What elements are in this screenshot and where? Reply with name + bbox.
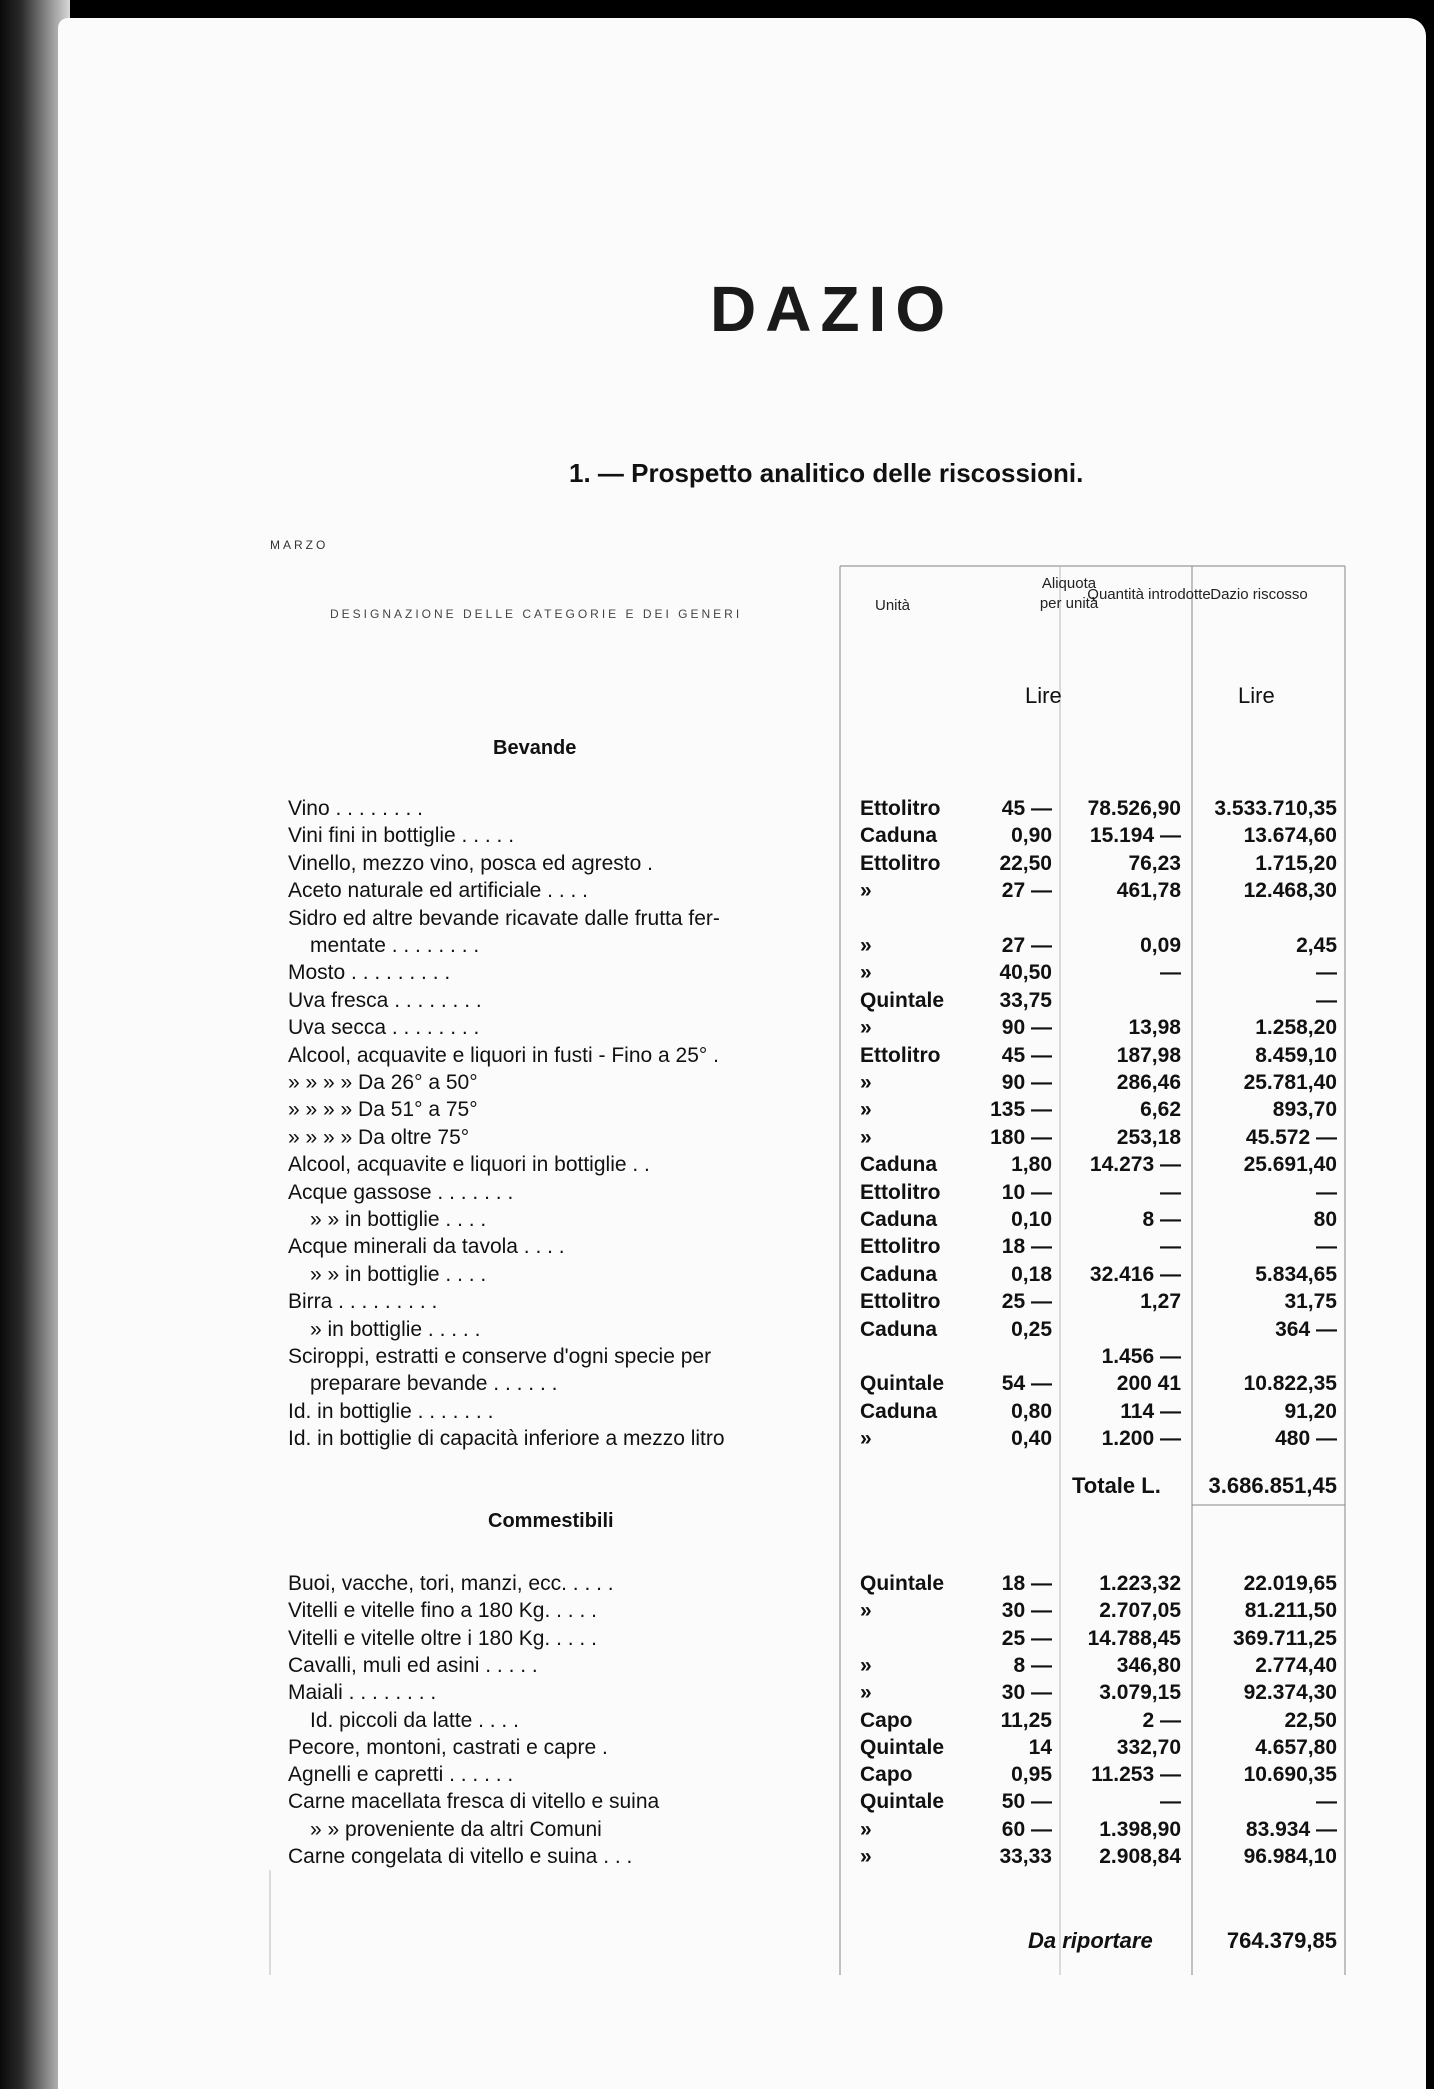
row-unit: » [860, 1599, 872, 1623]
table-row [0, 1042, 1434, 1069]
row-duty: — [1316, 1180, 1337, 1204]
row-rate: 180 — [990, 1125, 1052, 1149]
row-quantity: — [1160, 961, 1181, 985]
row-unit: Caduna [860, 1317, 938, 1341]
row-duty: — [1316, 1235, 1337, 1259]
column-header-unit: Unità [875, 597, 911, 614]
row-unit: Ettolitro [860, 1290, 941, 1314]
row-unit: » [860, 1817, 872, 1841]
row-duty: 10.822,35 [1243, 1372, 1337, 1396]
table-row [0, 1679, 1434, 1706]
row-unit: Quintale [860, 1372, 945, 1396]
table-row [0, 1096, 1434, 1123]
row-duty: — [1316, 988, 1337, 1012]
table-row [0, 1816, 1434, 1843]
row-unit: Quintale [860, 988, 945, 1012]
row-quantity: 78.526,90 [1087, 797, 1181, 820]
row-description: Vitelli e vitelle oltre i 180 Kg. . . . . [288, 1626, 597, 1650]
row-rate: 0,90 [1011, 824, 1052, 848]
row-description: Cavalli, muli ed asini . . . . . [288, 1653, 538, 1677]
row-quantity: 346,80 [1116, 1653, 1181, 1677]
row-unit: » [860, 934, 872, 957]
row-duty: — [1316, 961, 1337, 985]
row-duty: 83.934 — [1245, 1817, 1337, 1841]
row-quantity: 1.398,90 [1099, 1817, 1181, 1841]
table-row [0, 1625, 1434, 1652]
row-quantity: 200 41 [1116, 1372, 1181, 1396]
row-duty: 10.690,35 [1243, 1763, 1337, 1787]
row-rate: 50 — [1001, 1790, 1052, 1814]
row-duty: 3.533.710,35 [1214, 797, 1337, 820]
row-description: Vini fini in bottiglie . . . . . [288, 824, 515, 848]
row-quantity: 187,98 [1116, 1043, 1181, 1067]
column-header-rate: Aliquota per unità [1039, 575, 1099, 612]
row-rate: 8 — [1013, 1653, 1052, 1677]
row-unit: Caduna [860, 1399, 938, 1423]
table-row [0, 987, 1434, 1014]
row-quantity: 2 — [1142, 1708, 1181, 1732]
row-quantity: 13,98 [1128, 1016, 1181, 1040]
row-duty: 893,70 [1272, 1098, 1337, 1122]
row-description: Agnelli e capretti . . . . . . [288, 1763, 514, 1787]
row-quantity: — [1160, 1235, 1181, 1259]
month-label: MARZO [270, 538, 329, 552]
row-rate: 30 — [1001, 1681, 1052, 1705]
row-rate: 135 — [990, 1098, 1052, 1122]
row-description: » » » » Da 26° a 50° [288, 1071, 478, 1094]
row-rate: 22,50 [999, 851, 1052, 875]
row-quantity: 14.273 — [1089, 1153, 1181, 1177]
row-unit: Caduna [860, 1262, 938, 1286]
row-duty: 2,45 [1296, 934, 1337, 957]
row-rate: 90 — [1001, 1071, 1052, 1094]
row-unit: » [860, 961, 872, 985]
row-unit: Ettolitro [860, 1180, 941, 1204]
row-duty: 480 — [1275, 1427, 1337, 1451]
row-quantity: 2.908,84 [1099, 1845, 1181, 1868]
row-description: Acque gassose . . . . . . . [288, 1180, 514, 1204]
row-rate: 1,80 [1011, 1153, 1052, 1177]
row-unit: » [860, 1071, 872, 1094]
row-unit: Quintale [860, 1735, 945, 1759]
table-row [0, 1069, 1434, 1096]
table-row [0, 1233, 1434, 1260]
row-unit: » [860, 1427, 872, 1451]
row-duty: 45.572 — [1245, 1125, 1337, 1149]
row-rate: 45 — [1001, 797, 1052, 820]
row-rate: 45 — [1001, 1043, 1052, 1067]
row-rate: 30 — [1001, 1599, 1052, 1623]
table-row [0, 932, 1434, 959]
table-row [0, 1761, 1434, 1788]
row-duty: 22,50 [1284, 1708, 1337, 1732]
row-duty: 5.834,65 [1255, 1262, 1337, 1286]
row-unit: » [860, 879, 872, 903]
row-duty: 91,20 [1284, 1399, 1337, 1423]
row-quantity: 3.079,15 [1099, 1681, 1181, 1705]
table-row [0, 1788, 1434, 1815]
row-description: Vino . . . . . . . . [288, 797, 424, 820]
row-quantity: 1.223,32 [1099, 1572, 1181, 1595]
page-title: DAZIO [710, 273, 955, 345]
row-quantity: 6,62 [1140, 1098, 1181, 1122]
row-unit: Caduna [860, 824, 938, 848]
row-quantity: 1.456 — [1101, 1345, 1181, 1368]
row-duty: 31,75 [1284, 1290, 1337, 1314]
row-duty: 1.715,20 [1255, 851, 1337, 875]
row-description: Buoi, vacche, tori, manzi, ecc. . . . . [288, 1572, 614, 1595]
row-description: » » in bottiglie . . . . [310, 1262, 487, 1286]
row-description: preparare bevande . . . . . . [310, 1372, 558, 1396]
row-quantity: 253,18 [1116, 1125, 1181, 1149]
row-quantity: 1,27 [1140, 1290, 1181, 1314]
row-duty: 96.984,10 [1243, 1845, 1337, 1868]
row-description: mentate . . . . . . . . [310, 934, 480, 957]
row-rate: 10 — [1001, 1180, 1052, 1204]
row-unit: Ettolitro [860, 1235, 941, 1259]
row-rate: 0,95 [1011, 1763, 1052, 1787]
row-description: Acque minerali da tavola . . . . [288, 1235, 565, 1259]
table-row [0, 822, 1434, 849]
row-rate: 90 — [1001, 1016, 1052, 1040]
table-row [0, 1288, 1434, 1315]
row-quantity: 32.416 — [1089, 1262, 1181, 1286]
row-description: Carne macellata fresca di vitello e suina [288, 1790, 660, 1814]
row-unit: Capo [860, 1708, 913, 1732]
row-rate: 0,18 [1011, 1262, 1052, 1286]
row-unit: Quintale [860, 1790, 945, 1814]
row-unit: Capo [860, 1763, 913, 1787]
row-unit: Caduna [860, 1208, 938, 1231]
row-rate: 33,75 [999, 988, 1052, 1012]
table-row [0, 1014, 1434, 1041]
row-duty: 8.459,10 [1255, 1043, 1337, 1067]
row-duty: 80 [1313, 1208, 1337, 1231]
table-row [0, 1179, 1434, 1206]
row-description: Uva fresca . . . . . . . . [288, 988, 482, 1012]
row-quantity: 286,46 [1116, 1071, 1181, 1094]
table-row [0, 1652, 1434, 1679]
page-subtitle: 1. — Prospetto analitico delle riscossioni. [569, 458, 1084, 488]
table-row [0, 1370, 1434, 1397]
row-description: Maiali . . . . . . . . [288, 1681, 437, 1705]
row-rate: 0,80 [1011, 1399, 1052, 1423]
table-row [0, 850, 1434, 877]
row-rate: 33,33 [999, 1845, 1052, 1868]
table-row [0, 1206, 1434, 1233]
table-row [0, 1151, 1434, 1178]
row-description: » » in bottiglie . . . . [310, 1208, 487, 1231]
total-value: 3.686.851,45 [1208, 1473, 1337, 1498]
row-description: Mosto . . . . . . . . . [288, 961, 451, 985]
row-rate: 25 — [1001, 1626, 1052, 1650]
row-quantity: 11.253 — [1091, 1763, 1181, 1787]
row-unit: » [860, 1098, 872, 1122]
row-rate: 0,10 [1011, 1208, 1052, 1231]
table-row [0, 1707, 1434, 1734]
row-rate: 60 — [1001, 1817, 1052, 1841]
table-row [0, 1398, 1434, 1425]
row-description: » » proveniente da altri Comuni [310, 1817, 602, 1841]
section-title-commestibili: Commestibili [488, 1510, 614, 1532]
row-unit: » [860, 1016, 872, 1040]
row-description: » » » » Da oltre 75° [288, 1125, 470, 1149]
row-duty: 13.674,60 [1243, 824, 1337, 848]
row-duty: 1.258,20 [1255, 1016, 1337, 1040]
row-rate: 18 — [1001, 1235, 1052, 1259]
row-quantity: 14.788,45 [1087, 1626, 1181, 1650]
table-row [0, 1316, 1434, 1343]
row-description: Birra . . . . . . . . . [288, 1290, 438, 1314]
row-duty: 369.711,25 [1233, 1626, 1337, 1650]
row-duty: 81.211,50 [1244, 1599, 1337, 1623]
row-rate: 40,50 [999, 961, 1052, 985]
row-unit: » [860, 1845, 872, 1868]
row-unit: » [860, 1125, 872, 1149]
row-description: Id. in bottiglie . . . . . . . [288, 1399, 494, 1423]
row-duty: 4.657,80 [1255, 1735, 1337, 1759]
table-row [0, 1570, 1434, 1597]
row-quantity: 2.707,05 [1099, 1599, 1181, 1623]
table-row [0, 1597, 1434, 1624]
table-row [0, 1425, 1434, 1452]
row-rate: 25 — [1001, 1290, 1052, 1314]
row-quantity: — [1160, 1180, 1181, 1204]
row-quantity: — [1160, 1790, 1181, 1814]
row-unit: Caduna [860, 1153, 938, 1177]
row-description: Aceto naturale ed artificiale . . . . [288, 879, 588, 903]
row-rate: 0,25 [1011, 1317, 1052, 1341]
column-header-quantity: Quantità introdotte [1087, 586, 1211, 603]
table-row [0, 1343, 1434, 1370]
row-rate: 27 — [1001, 879, 1052, 903]
row-description: » in bottiglie . . . . . [310, 1317, 481, 1341]
row-description: Alcool, acquavite e liquori in bottiglie . . [288, 1153, 650, 1177]
row-description: Pecore, montoni, castrati e capre . [288, 1735, 608, 1759]
row-description: » » » » Da 51° a 75° [288, 1098, 478, 1122]
row-rate: 18 — [1001, 1572, 1052, 1595]
row-quantity: 8 — [1142, 1208, 1181, 1231]
row-rate: 11,25 [1000, 1708, 1052, 1732]
row-rate: 14 [1028, 1735, 1052, 1759]
row-unit: » [860, 1681, 872, 1705]
row-unit: Ettolitro [860, 851, 941, 875]
row-description: Sidro ed altre bevande ricavate dalle frutta fer- [288, 906, 720, 930]
duty-currency-label: Lire [1238, 683, 1275, 708]
row-quantity: 114 — [1120, 1399, 1181, 1423]
row-duty: 25.781,40 [1243, 1071, 1337, 1094]
row-quantity: 461,78 [1116, 879, 1181, 903]
row-unit: Quintale [860, 1572, 945, 1595]
row-duty: 2.774,40 [1255, 1653, 1337, 1677]
section-title-bevande: Bevande [493, 737, 577, 759]
row-description: Vinello, mezzo vino, posca ed agresto . [288, 851, 653, 875]
table-row [0, 959, 1434, 986]
table-row [0, 1124, 1434, 1151]
column-header-description: DESIGNAZIONE DELLE CATEGORIE E DEI GENERI [330, 607, 743, 621]
table-row [0, 1261, 1434, 1288]
row-unit: Ettolitro [860, 797, 941, 820]
rate-currency-label: Lire [1025, 683, 1062, 708]
carry-forward-label: Da riportare [1028, 1928, 1153, 1953]
total-label: Totale L. [1072, 1473, 1161, 1498]
row-quantity: 76,23 [1128, 851, 1181, 875]
row-description: Sciroppi, estratti e conserve d'ogni specie per [288, 1345, 712, 1368]
row-quantity: 1.200 — [1101, 1427, 1181, 1451]
row-quantity: 15.194 — [1089, 824, 1181, 848]
table-row [0, 877, 1434, 904]
table-row [0, 1734, 1434, 1761]
table-row [0, 905, 1434, 932]
row-unit: » [860, 1653, 872, 1677]
row-rate: 27 — [1001, 934, 1052, 957]
row-quantity: 332,70 [1116, 1735, 1181, 1759]
row-duty: — [1316, 1790, 1337, 1814]
row-duty: 25.691,40 [1243, 1153, 1337, 1177]
row-description: Vitelli e vitelle fino a 180 Kg. . . . . [288, 1599, 597, 1623]
row-unit: Ettolitro [860, 1043, 941, 1067]
table-row [0, 795, 1434, 822]
row-duty: 92.374,30 [1243, 1681, 1337, 1705]
row-duty: 22.019,65 [1243, 1572, 1337, 1595]
column-header-duty: Dazio riscosso [1210, 586, 1308, 603]
row-description: Alcool, acquavite e liquori in fusti - Fino a 25° . [288, 1043, 719, 1067]
carry-forward-value: 764.379,85 [1226, 1928, 1337, 1953]
row-rate: 54 — [1001, 1372, 1052, 1396]
row-duty: 12.468,30 [1243, 879, 1337, 903]
row-description: Carne congelata di vitello e suina . . . [288, 1845, 633, 1868]
row-rate: 0,40 [1011, 1427, 1052, 1451]
row-quantity: 0,09 [1140, 934, 1181, 957]
row-description: Id. piccoli da latte . . . . [310, 1708, 519, 1732]
row-duty: 364 — [1275, 1317, 1337, 1341]
row-description: Uva secca . . . . . . . . [288, 1016, 480, 1040]
table-row [0, 1843, 1434, 1870]
row-description: Id. in bottiglie di capacità inferiore a mezzo litro [288, 1427, 725, 1451]
